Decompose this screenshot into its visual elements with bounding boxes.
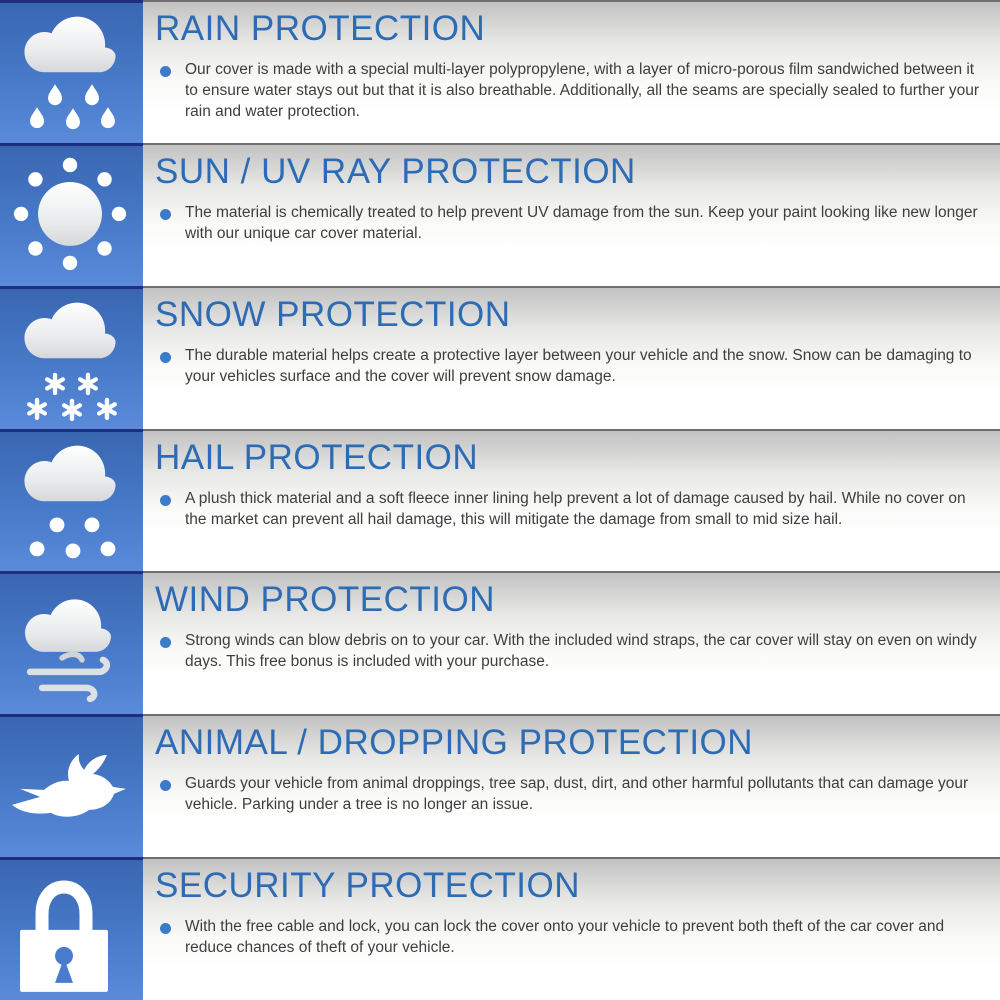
section-title: WIND PROTECTION bbox=[155, 580, 495, 620]
section-description: Strong winds can blow debris on to your car. With the included wind straps, the car cover will stay on even on windy days. This free bonus is included with your purchase. bbox=[185, 632, 977, 671]
section-title: HAIL PROTECTION bbox=[155, 437, 479, 477]
bird-icon bbox=[0, 714, 143, 857]
feature-content bbox=[143, 857, 1000, 1000]
feature-section-sun bbox=[0, 143, 1000, 286]
section-description-row bbox=[155, 345, 982, 387]
bullet-icon bbox=[160, 209, 171, 220]
rain-cloud-icon bbox=[0, 0, 143, 143]
hail-cloud-icon bbox=[0, 429, 143, 572]
section-description-row bbox=[155, 630, 982, 672]
feature-section-security bbox=[0, 857, 1000, 1000]
section-description: Our cover is made with a special multi-layer polypropylene, with a layer of micro-porous film sandwiched between it to ensure water stays out but that it is also breathable. Additionally, all the seams are specially sealed to further your rain and water protection. bbox=[185, 61, 980, 120]
bullet-icon bbox=[160, 780, 171, 791]
feature-content bbox=[143, 286, 1000, 429]
section-description: Guards your vehicle from animal droppings, tree sap, dust, dirt, and other harmful pollutants that can damage your vehicle. Parking under a tree is no longer an issue. bbox=[185, 775, 969, 814]
bullet-icon bbox=[160, 923, 171, 934]
sun-icon bbox=[0, 143, 143, 286]
feature-section-rain bbox=[0, 0, 1000, 143]
section-description: The durable material helps create a protective layer between your vehicle and the snow. Snow can be damaging to your vehicles surface and the cover will prevent snow damage. bbox=[185, 346, 972, 385]
bullet-icon bbox=[160, 352, 171, 363]
section-title: SECURITY PROTECTION bbox=[155, 866, 581, 906]
feature-section-animal bbox=[0, 714, 1000, 857]
section-description: A plush thick material and a soft fleece inner lining help prevent a lot of damage caused by hail. While no cover on the market can prevent all hail damage, this will mitigate the damage from small to mid size hail. bbox=[185, 489, 966, 528]
section-description: The material is chemically treated to help prevent UV damage from the sun. Keep your paint looking like new longer with our unique car cover material. bbox=[185, 203, 978, 242]
section-description-row bbox=[155, 488, 982, 530]
section-description-row bbox=[155, 202, 982, 244]
section-title: SUN / UV RAY PROTECTION bbox=[155, 151, 636, 191]
feature-section-snow bbox=[0, 286, 1000, 429]
section-title: SNOW PROTECTION bbox=[155, 294, 511, 334]
section-description: With the free cable and lock, you can lock the cover onto your vehicle to prevent both theft of the car cover and reduce chances of theft of your vehicle. bbox=[185, 918, 945, 957]
section-description-row bbox=[155, 773, 982, 815]
section-title: RAIN PROTECTION bbox=[155, 9, 486, 48]
feature-section-hail bbox=[0, 429, 1000, 572]
padlock-icon bbox=[0, 857, 143, 1000]
bullet-icon bbox=[160, 495, 171, 506]
feature-content bbox=[143, 143, 1000, 286]
feature-content bbox=[143, 429, 1000, 572]
snow-cloud-icon bbox=[0, 286, 143, 429]
feature-section-wind bbox=[0, 571, 1000, 714]
section-description-row bbox=[155, 916, 982, 958]
bullet-icon bbox=[160, 66, 171, 77]
feature-content bbox=[143, 714, 1000, 857]
wind-cloud-icon bbox=[0, 571, 143, 714]
feature-content bbox=[143, 0, 1000, 143]
feature-content bbox=[143, 571, 1000, 714]
section-title: ANIMAL / DROPPING PROTECTION bbox=[155, 723, 754, 763]
bullet-icon bbox=[160, 637, 171, 648]
section-description-row bbox=[155, 59, 982, 122]
